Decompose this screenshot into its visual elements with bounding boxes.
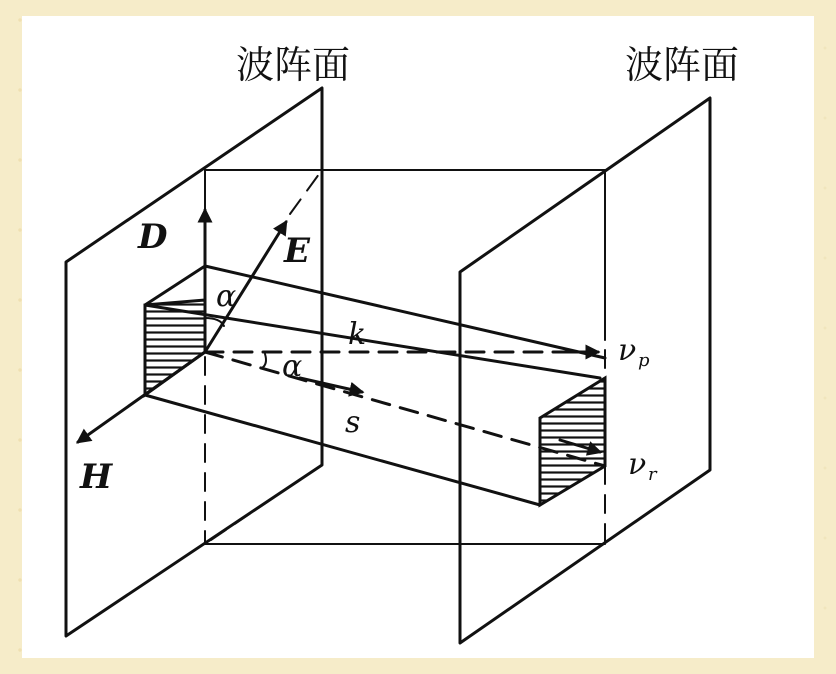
label-alpha-top: α xyxy=(216,279,237,314)
label-h: H xyxy=(80,457,113,497)
label-velocity-p: ν xyxy=(618,333,637,368)
wavefront-label-left: 波阵面 xyxy=(236,43,351,87)
label-e: E xyxy=(284,231,310,271)
label-s: s xyxy=(345,405,361,440)
label-velocity-r: ν xyxy=(628,447,647,482)
label-k: k xyxy=(348,317,367,352)
hatched-section-right xyxy=(540,378,605,505)
label-velocity-r-sub: r xyxy=(648,464,657,485)
vector-h-arrow xyxy=(78,352,205,442)
label-d: D xyxy=(138,217,168,257)
angle-arc-mid xyxy=(262,354,266,368)
hatched-section-left xyxy=(145,300,205,395)
wavefront-plane-right xyxy=(460,98,710,643)
label-velocity-p-sub: p xyxy=(638,350,650,371)
vector-s-arrow xyxy=(300,378,362,392)
label-alpha-mid: α xyxy=(282,349,303,384)
energy-beam xyxy=(145,266,605,505)
wavefront-label-right: 波阵面 xyxy=(625,43,740,87)
